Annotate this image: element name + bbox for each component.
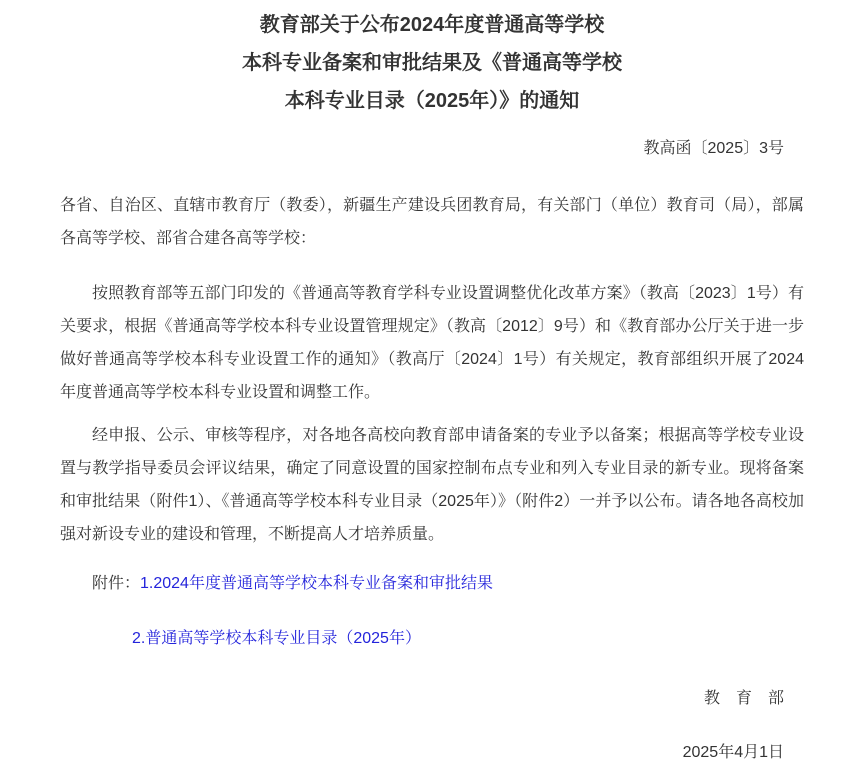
attachment-item-2 — [60, 622, 804, 655]
attachment-link-2[interactable]: 2.普通高等学校本科专业目录（2025年） — [132, 630, 421, 647]
attachment-item-1 — [60, 567, 804, 600]
title-line-1: 教育部关于公布2024年度普通高等学校 — [259, 14, 605, 36]
attachments-label: 附件： — [92, 575, 141, 592]
issuing-authority: 教 育 部 — [703, 690, 784, 707]
addressee-line: 各省、自治区、直辖市教育厅（教委），新疆生产建设兵团教育局，有关部门（单位）教育司（局），部属各高等学校、部省合建各高等学校： — [60, 197, 804, 247]
title-line-3: 本科专业目录（2025年）》的通知 — [284, 90, 580, 112]
title-line-2: 本科专业备案和审批结果及《普通高等学校 — [242, 52, 622, 74]
paragraph-results: 经申报、公示、审核等程序，对各地各高校向教育部申请备案的专业予以备案；根据高等学校专业设置与教学指导委员会评议结果，确定了同意设置的国家控制布点专业和列入专业目录的新专业。现将备案和审批结果（附件1）、《普通高等学校本科专业目录（2025年）》（附件2）一并予以公布。请各地各高校加强对新设专业的建设和管理，不断提高人才培养质量。 — [60, 427, 804, 543]
attachments-section — [60, 567, 804, 655]
page-title — [60, 6, 804, 120]
paragraph-basis: 按照教育部等五部门印发的《普通高等教育学科专业设置调整优化改革方案》（教高〔2023〕1号）有关要求，根据《普通高等学校本科专业设置管理规定》（教高〔2012〕9号）和《教育部办公厅关于进一步做好普通高等学校本科专业设置工作的通知》（教高厅〔2024〕1号）有关规定，教育部组织开展了2024年度普通高等学校本科专业设置和调整工作。 — [60, 285, 804, 401]
attachment-link-1[interactable]: 1.2024年度普通高等学校本科专业备案和审批结果 — [140, 575, 493, 592]
document-number: 教高函〔2025〕3号 — [643, 140, 784, 157]
issue-date: 2025年4月1日 — [682, 744, 784, 761]
